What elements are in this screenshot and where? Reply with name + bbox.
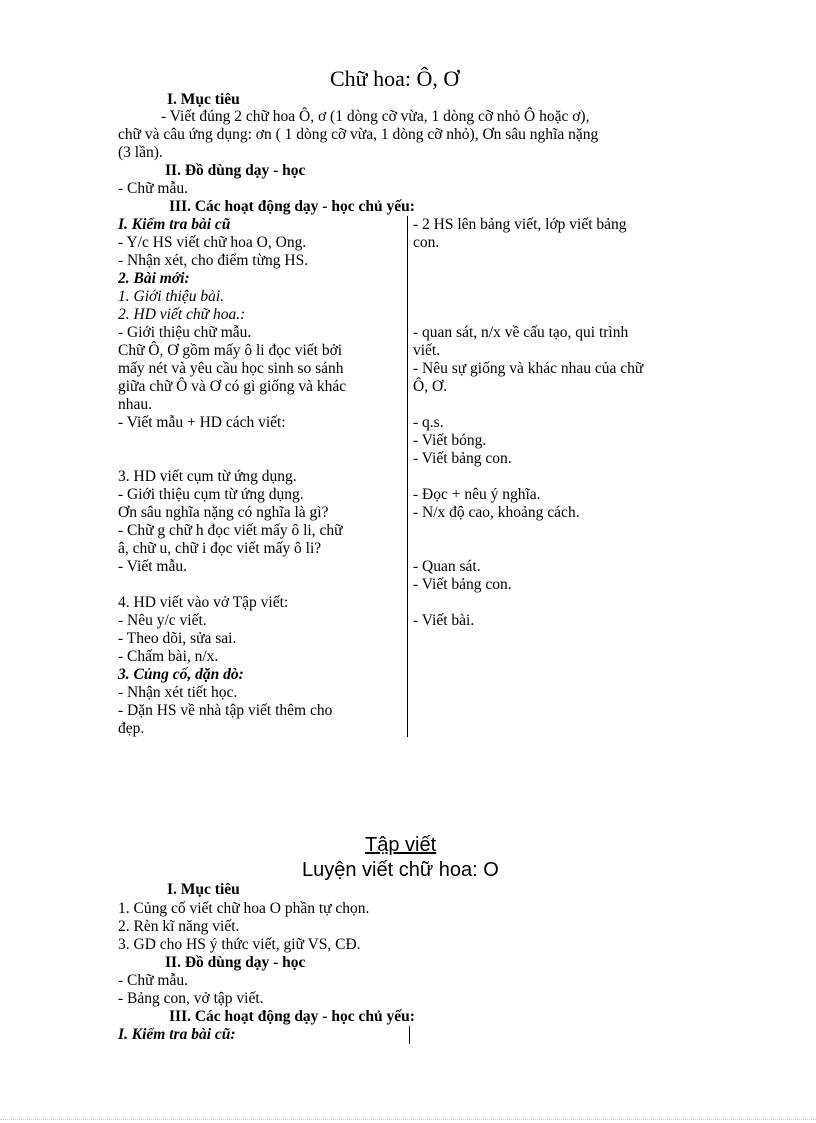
table-divider xyxy=(409,1026,410,1044)
lesson2-title: Luyện viết chữ hoa: O xyxy=(302,859,499,881)
teacher-line: - Dặn HS về nhà tập viết thêm cho xyxy=(118,702,333,719)
teacher-subheading: 2. HD viết chữ hoa.: xyxy=(118,306,246,323)
lesson1-objectives-heading: I. Mục tiêu xyxy=(167,91,240,108)
lesson1-objective-line: chữ và câu ứng dụng: ơn ( 1 dòng cỡ vừa, 1 dòng cỡ nhỏ), Ơn sâu nghĩa nặng xyxy=(118,126,599,143)
student-line: con. xyxy=(413,234,440,251)
teacher-line: - Theo dõi, sửa sai. xyxy=(118,630,237,647)
lesson2-material-item: - Bảng con, vở tập viết. xyxy=(118,990,264,1007)
teacher-line: â, chữ u, chữ i đọc viết mấy ô li? xyxy=(118,540,322,557)
student-line: - Viết bảng con. xyxy=(413,576,512,593)
student-line: - Viết bài. xyxy=(413,612,475,629)
teacher-heading: I. Kiểm tra bài cũ xyxy=(118,216,231,233)
lesson2-subject: Tập viết xyxy=(365,834,437,856)
teacher-line: - Chấm bài, n/x. xyxy=(118,648,219,665)
teacher-line: - Giới thiệu cụm từ ứng dụng. xyxy=(118,486,304,503)
student-line: - quan sát, n/x về cấu tạo, qui trình xyxy=(413,324,629,341)
lesson1-activities-heading: III. Các hoạt động dạy - học chủ yếu: xyxy=(169,198,415,215)
lesson2-material-item: - Chữ mẫu. xyxy=(118,972,188,989)
teacher-line: - Nhận xét, cho điểm từng HS. xyxy=(118,252,309,269)
student-line: Ô, Ơ. xyxy=(413,378,448,395)
lesson2-objective-line: 3. GD cho HS ý thức viết, giữ VS, CĐ. xyxy=(118,936,361,953)
teacher-line: nhau. xyxy=(118,396,153,413)
lesson1-materials-heading: II. Đồ dùng dạy - học xyxy=(165,162,306,179)
lesson2-objective-line: 2. Rèn kĩ năng viết. xyxy=(118,918,240,935)
teacher-line: - Chữ g chữ h đọc viết mấy ô li, chữ xyxy=(118,522,343,539)
student-line: - Viết bảng con. xyxy=(413,450,512,467)
lesson1-material-item: - Chữ mẫu. xyxy=(118,180,188,197)
student-line: viết. xyxy=(413,342,441,359)
teacher-line: - Y/c HS viết chữ hoa O, Ong. xyxy=(118,234,307,251)
teacher-line: - Nêu y/c viết. xyxy=(118,612,207,629)
teacher-line: đẹp. xyxy=(118,720,145,737)
teacher-line: - Viết mẫu + HD cách viết: xyxy=(118,414,286,431)
table-divider xyxy=(407,216,408,737)
student-line: - N/x độ cao, khoảng cách. xyxy=(413,504,580,521)
student-line: - Đọc + nêu ý nghĩa. xyxy=(413,486,541,503)
lesson2-objective-line: 1. Củng cố viết chữ hoa O phần tự chọn. xyxy=(118,900,370,917)
lesson1-objective-line: - Viết đúng 2 chữ hoa Ô, ơ (1 dòng cỡ vừa, 1 dòng cỡ nhỏ Ô hoặc ơ), xyxy=(161,108,590,125)
lesson2-materials-heading: II. Đồ dùng dạy - học xyxy=(165,954,306,971)
lesson2-teacher-heading: I. Kiểm tra bài cũ: xyxy=(118,1026,236,1043)
teacher-heading: 3. Củng cố, dặn dò: xyxy=(118,666,244,683)
teacher-line: 4. HD viết vào vở Tập viết: xyxy=(118,594,289,611)
teacher-line: giữa chữ Ô và Ơ có gì giống và khác xyxy=(118,378,347,395)
teacher-subheading: 1. Giới thiệu bài. xyxy=(118,288,225,305)
lesson2-objectives-heading: I. Mục tiêu xyxy=(167,881,240,898)
student-line: - 2 HS lên bảng viết, lớp viết bảng xyxy=(413,216,627,233)
teacher-line: mấy nét và yêu cầu học sinh so sánh xyxy=(118,360,344,377)
teacher-line: Ơn sâu nghĩa nặng có nghĩa là gì? xyxy=(118,504,329,521)
page-bottom-border xyxy=(0,1119,816,1120)
lesson1-title: Chữ hoa: Ô, Ơ xyxy=(330,66,460,91)
lesson2-activities-heading: III. Các hoạt động dạy - học chủ yếu: xyxy=(169,1008,415,1025)
teacher-line: 3. HD viết cụm từ ứng dụng. xyxy=(118,468,297,485)
student-line: - Viết bóng. xyxy=(413,432,487,449)
student-line: - Nêu sự giống và khác nhau của chữ xyxy=(413,360,644,377)
teacher-line: - Giới thiệu chữ mẫu. xyxy=(118,324,252,341)
teacher-line: - Nhận xét tiết học. xyxy=(118,684,238,701)
teacher-line: Chữ Ô, Ơ gồm mấy ô li đọc viết bởi xyxy=(118,342,343,359)
student-line: - Quan sát. xyxy=(413,558,481,575)
student-line: - q.s. xyxy=(413,414,444,431)
lesson1-objective-line: (3 lần). xyxy=(118,144,163,161)
teacher-heading: 2. Bài mới: xyxy=(118,270,190,287)
teacher-line: - Viết mẫu. xyxy=(118,558,187,575)
